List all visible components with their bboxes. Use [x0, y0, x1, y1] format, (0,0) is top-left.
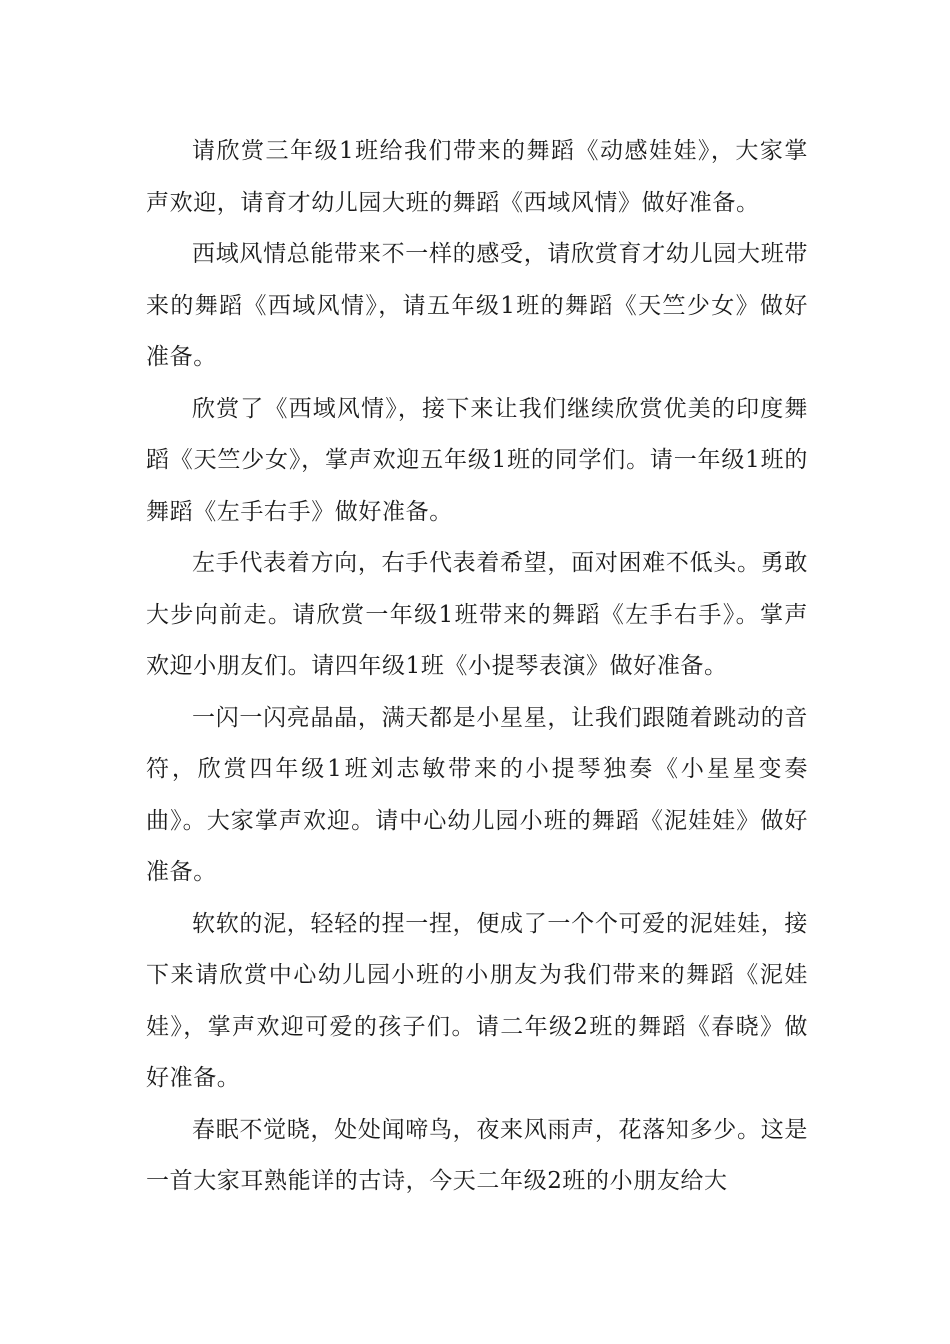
paragraph: 欣赏了《西域风情》，接下来让我们继续欣赏优美的印度舞蹈《天竺少女》，掌声欢迎五年级1班的同学们。请一年级1班的舞蹈《左手右手》做好准备。	[146, 395, 808, 525]
paragraph: 左手代表着方向，右手代表着希望，面对困难不低头。勇敢大步向前走。请欣赏一年级1班带来的舞蹈《左手右手》。掌声欢迎小朋友们。请四年级1班《小提琴表演》做好准备。	[146, 550, 808, 679]
document-body	[146, 126, 808, 1208]
paragraph: 软软的泥，轻轻的捏一捏，便成了一个个可爱的泥娃娃，接下来请欣赏中心幼儿园小班的小朋友为我们带来的舞蹈《泥娃娃》，掌声欢迎可爱的孩子们。请二年级2班的舞蹈《春晓》做好准备。	[146, 910, 808, 1091]
paragraph: 请欣赏三年级1班给我们带来的舞蹈《动感娃娃》，大家掌声欢迎，请育才幼儿园大班的舞蹈《西域风情》做好准备。	[146, 138, 808, 216]
paragraph: 一闪一闪亮晶晶，满天都是小星星，让我们跟随着跳动的音符，欣赏四年级1班刘志敏带来的小提琴独奏《小星星变奏曲》。大家掌声欢迎。请中心幼儿园小班的舞蹈《泥娃娃》做好准备。	[146, 704, 808, 885]
paragraph: 春眠不觉晓，处处闻啼鸟，夜来风雨声，花落知多少。这是一首大家耳熟能详的古诗，今天二年级2班的小朋友给大	[146, 1116, 808, 1194]
paragraph: 西域风情总能带来不一样的感受，请欣赏育才幼儿园大班带来的舞蹈《西域风情》，请五年级1班的舞蹈《天竺少女》做好准备。	[146, 241, 808, 370]
